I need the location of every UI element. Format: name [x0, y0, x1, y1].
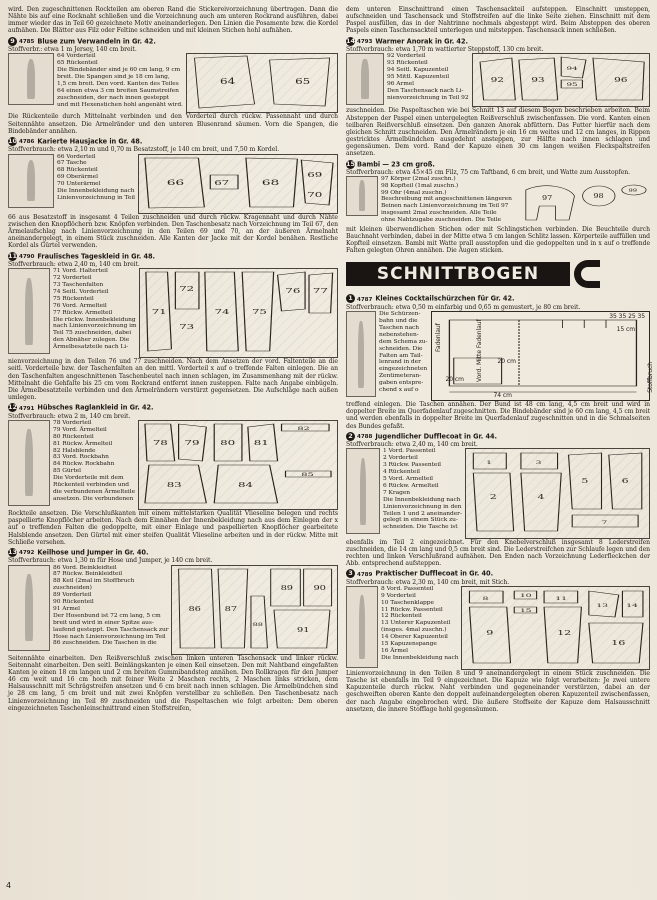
right-column	[346, 6, 654, 714]
model-code: 4791	[19, 405, 35, 412]
parts-line: 1 Vord. Passenteil	[383, 448, 436, 455]
parts-line: ansetzen. Die verbundenen	[53, 495, 134, 502]
parts-line: 99 Ohr (4mal zuschn.)	[381, 189, 447, 196]
bambi-illustration	[346, 176, 378, 216]
parts-line: bahn und die	[379, 318, 418, 325]
pattern-diagram	[171, 565, 338, 655]
section-1	[346, 294, 654, 430]
parts-line: nebenstehen-	[379, 331, 419, 338]
parts-line: 66 Vorderteil	[57, 153, 96, 160]
parts-line: Teil 75 zuschneiden, dabei	[53, 330, 132, 337]
parts-line: Die Bindebänder sind je 60 cm lang, 9 cm	[57, 67, 181, 74]
parts-line: 5 Vord. Armelteil	[383, 476, 434, 483]
section-body	[346, 586, 650, 670]
fashion-illustration	[8, 420, 50, 506]
parts-line: Die Innenbekleidung nach	[383, 496, 461, 503]
pattern-label: 74	[215, 309, 230, 317]
section-heading	[8, 137, 338, 147]
pattern-shapes	[139, 155, 337, 211]
parts-line: 73 Taschenfalten	[53, 281, 104, 288]
parts-line: 72 Vorderteil	[53, 275, 92, 282]
section-heading	[346, 160, 650, 169]
pattern-label: 4	[537, 494, 545, 502]
pattern-label: 84	[238, 481, 253, 489]
intro-text-left: wird. Den zugeschnittenen Rockteilen am oberen Rand die Stickereivorzeichnung übertragen. Dann die Nähte bis auf eine Rocknaht schließen und die Vorzeichnung auch am unteren Rockrand ausführen, dabei immer wieder das in Teil 60 gezeichnete Motiv aneinanderlegen. Den Linien die Posamente bzw. die Kordel aufnähen. Die Blätter aus Filz oder Feltine schneiden und mit kleinen Stichen hohl aufnähen.	[8, 6, 338, 35]
fabric-requirement: Stoffverbrauch: etwa 2,40 m, 140 cm breit.	[346, 441, 478, 449]
pattern-label: 72	[179, 286, 195, 294]
pattern-label: 94	[566, 65, 578, 72]
model-code: 4787	[357, 296, 373, 303]
parts-line: dem Schema zu-	[379, 338, 428, 345]
section-heading	[8, 403, 338, 413]
parts-line: den Abnäher zulegen. Die	[53, 337, 130, 344]
pattern-label: 64	[219, 78, 236, 87]
pattern-label: 68	[261, 178, 280, 187]
parts-line: 85 Gürtel	[53, 468, 81, 475]
pattern-label: 87	[225, 604, 238, 612]
pattern-label: 12	[557, 630, 572, 637]
section-body	[346, 176, 650, 226]
parts-line: Beinen nach Linienvorzeichnung im Teil 97	[381, 203, 509, 210]
section-title: Hübsches Raglankleid in Gr. 42.	[37, 403, 154, 412]
pattern-shapes	[462, 587, 649, 667]
width-label: 20 cm	[497, 358, 516, 366]
parts-line: 1,5 cm breit. Den vord. Kanten des Teiles	[57, 80, 179, 87]
pattern-label: 88	[253, 621, 264, 627]
section-number-badge: 9	[8, 37, 17, 46]
section-number-badge: 14	[346, 36, 355, 45]
pattern-label: 10	[520, 592, 532, 599]
parts-list	[57, 154, 135, 214]
section-title: Bambi — 23 cm groß.	[357, 160, 435, 169]
pattern-diagram	[138, 154, 338, 214]
section-body	[346, 448, 650, 538]
pattern-label: 9	[486, 630, 494, 637]
pattern-shapes	[172, 566, 337, 652]
pattern-label: 92	[490, 77, 504, 85]
pattern-label: 89	[281, 583, 294, 591]
section-heading	[8, 252, 338, 262]
parts-line: die verbundenen Ärmelteile	[53, 488, 136, 495]
parts-line: nienvorzeichnung in Teil 92	[387, 94, 469, 101]
top-measurements: 35 35 25 35	[609, 313, 645, 321]
parts-line: laufend gesteppt. Den Taschensack zur	[53, 626, 169, 633]
section-13	[8, 548, 338, 712]
parts-list	[53, 268, 136, 358]
parts-line: 77 Rückw. Armelteil	[53, 309, 113, 316]
section-body	[8, 268, 338, 358]
pattern-label: 96	[613, 77, 627, 85]
pattern-shapes	[473, 54, 649, 104]
parts-line: 4 Rückenteil	[383, 469, 421, 476]
pattern-label: 93	[530, 77, 545, 85]
section-heading	[346, 569, 650, 579]
section-number-badge: 3	[346, 569, 355, 578]
parts-line: 90 Rückenteil	[53, 599, 94, 606]
pattern-label: 90	[313, 583, 327, 591]
parts-line: 93 Rückenteil	[387, 60, 428, 67]
parts-list	[381, 586, 458, 670]
model-code: 4792	[19, 550, 35, 557]
parts-line: nach Linienvorzeichnung im	[53, 323, 137, 330]
parts-line: Linienvorzeichnung in Teil	[57, 195, 136, 201]
parts-line: eingezeichneten	[379, 366, 428, 373]
section-instructions: zuschneiden. Die Paspeltaschen wie bei Schnitt 13 auf diesem Bogen beschrieben arbeiten. Beim Absteppen der Paspel einen untergelegten Reißverschluß zwischenfassen. Die vord. Kanten einen teilbaren Reißverschluß einsetzen. Den ganzen Anorak abfüttern. Das Futter hierfür nach dem gleichen Schnitt zuschneiden. Den Ärmelrändern je ein 16 cm weites und 12 cm langes, in Rippen gestricktes Ärmelbündchen ausgedehnt ansteppen, zur Hälfte nach innen schlagen und gegensäumen. Dem vord. Rand der Kapuze einen 30 cm langen weißen Fleckspaltstreifen ansetzen.	[346, 107, 650, 158]
section-body	[8, 154, 338, 214]
parts-line: 8 Vord. Passenteil	[381, 585, 434, 592]
parts-line: Hose nach Linienvorzeichnung im Teil	[53, 633, 166, 640]
parts-line: 83 Vord. Rockbahn	[53, 454, 109, 461]
parts-line: Falten am Tail-	[379, 352, 423, 359]
pattern-label: 91	[297, 625, 310, 633]
section-title: Praktischer Dufflecoat in Gr. 40.	[375, 569, 494, 578]
pattern-label: 15	[520, 607, 532, 614]
parts-line: Die Vorderteile mit dem	[53, 475, 124, 482]
parts-list	[381, 176, 512, 226]
parts-line: Rückenteil verbinden und	[53, 482, 130, 489]
parts-line: 98 Kopfteil (1mal zuschn.)	[381, 182, 459, 189]
parts-line: Zentimeteran-	[379, 373, 422, 380]
fashion-illustration	[8, 154, 54, 208]
section-instructions: 66 aus Besatzstoff in insgesamt 4 Teilen zuschneiden und durch rückw. Kragennaht und durch Nähte zwischen den Knopflöchern bzw. Knöpfen verbinden. Den Taschenbesatz nach Vorzeichnung im Teil 67, den Ärmelaufschlag nach Linienvorzeichnung in den Teilen 69 und 70, an der äußeren Ärmelnaht aneinandergelegt, in einem Stück zuschneiden. Alle Kanten der Jacke mit der Kordel benähen. Restliche Kordel als Gürtel verwenden.	[8, 213, 338, 250]
section-title: Kleines Cocktailschürzchen für Gr. 42.	[375, 294, 515, 303]
fabric-requirement: Stoffverbrauch: etwa 0,50 m einfarbig und 0,65 m gemustert, je 80 cm breit.	[346, 303, 581, 311]
pattern-label: 83	[166, 481, 182, 489]
section-14	[346, 37, 650, 158]
section-title: Karierte Hausjacke in Gr. 48.	[37, 137, 143, 146]
fashion-illustration	[8, 53, 54, 105]
pocket-label: 20 cm	[445, 376, 464, 384]
parts-line: 69 Oberärmel	[57, 174, 98, 181]
pattern-label: 86	[188, 604, 202, 612]
section-heading	[346, 432, 650, 442]
banner-title: SCHNITTBOGEN	[346, 262, 570, 286]
parts-list	[379, 311, 428, 401]
fabric-requirement: Stoffverbrauch: etwa 2 m, 140 cm breit.	[8, 412, 131, 420]
parts-list	[57, 53, 183, 113]
parts-line: Die Schürzen-	[379, 311, 421, 318]
pattern-label: 7	[601, 519, 608, 526]
pattern-label: 78	[152, 439, 168, 447]
pattern-label: 98	[593, 191, 604, 200]
parts-line: 15 Kapuzenspange	[381, 641, 437, 648]
left-column	[8, 6, 338, 713]
parts-line: 87 Rückw. Beinkleidteil	[53, 571, 123, 578]
section-9	[8, 37, 338, 135]
section-10	[8, 137, 338, 250]
parts-list	[53, 420, 135, 510]
pattern-label: 5	[581, 478, 589, 486]
parts-line: und mit Hexenstichen hohl angenäht wird.	[57, 101, 183, 108]
fabric-requirement: Stoffverbrauch: etwa 2,30 m, 140 cm breit, mit Stich.	[346, 578, 510, 586]
pattern-label: 81	[253, 439, 269, 447]
pattern-diagram	[186, 53, 338, 113]
section-instructions: Seitennähte einarbeiten. Den Reißverschluß zwischen linken unteren Taschensack und linker rückw. Seitennaht einarbeiten. Den seitl. Beinlängskanten je einen Keil einsetzen. Den mit Nahtband eingefaßten Kanten je einen 18 cm langen und 2 cm breiten Gummibandsteg annähen. Den Rollkragen für den Jumper 46 cm weit und 16 cm hoch mit feiner Weite 2 Maschen rechts, 2 Maschen links stricken, dem Halsausschnitt mit Schrägstreifen ansetzen und 6 cm breit nach innen schlagen. Die Ärmelbündchen sind je 28 cm lang, 5 cm breit und mit zwei Knöpfen verstellbar zu schließen. Den Taschenbesatz nach Linienvorzeichnung im Teil 89 zuschneiden und die Paspeltaschen wie folgt arbeiten: Dem oberen eingezeichneten Taschenleinschnittrand einen Stoffstreifen,	[8, 654, 338, 712]
model-code: 4789	[357, 571, 373, 578]
pattern-label: 95	[566, 81, 578, 88]
section-11	[8, 252, 338, 402]
parts-line: 96 Armel	[387, 80, 414, 87]
parts-list	[387, 53, 469, 107]
parts-line: Teilen 1 und 2 aneinander-	[383, 510, 462, 517]
parts-line: 76 Vord. Armelteil	[53, 302, 107, 309]
parts-line: gelegt in einem Stück zu-	[383, 517, 458, 524]
banner-hook-shape	[574, 260, 600, 288]
parts-line: insgesamt 2mal zuschneiden. Alle Teile	[381, 210, 497, 217]
intro-text-right: dem unteren Einschnittrand einen Taschensackteil aufsteppen. Einschnitt umsteppen, aufschneiden und Taschensack und Stoffstreifen auf die linke Seite ziehen. Einschnitt mit dem Paspel ausfüllen, das in der Nahtrinne nochmals abgesteppt wird. Beim Absteppen des oberen Paspels einen Taschensackteil unterlegen und mitsteppen. Taschensack innen schließen.	[346, 6, 650, 35]
pattern-shapes	[187, 54, 337, 110]
section-instructions: treffend einlegen. Die Taschen annähen. Der Bund ist 48 cm lang, 4,5 cm breit und wird in doppelter Breite im Querfadenlauf zugeschnitten. Die Bindebänder sind je 60 cm lang, 4,5 cm breit und werden ebenfalls in doppelter Breite im Querfadenlauf zugeschnitten und in die Schmalseiten des Bundes gefaßt.	[346, 401, 650, 430]
pattern-diagram	[139, 268, 338, 358]
section-number-badge: 11	[8, 251, 17, 260]
fabric-requirement: Stoffverbrauch: etwa 2,10 m und 0,70 m Besatzstoff, je 140 cm breit, und 7,50 m Kordel.	[8, 146, 280, 154]
parts-line: 84 Rückw. Rockbahn	[53, 461, 115, 468]
pattern-label: 70	[307, 191, 323, 199]
parts-line: Taschen nach	[379, 324, 420, 331]
parts-line: Die Innenbekleidung nach	[57, 188, 135, 195]
parts-line: zuschneiden)	[53, 585, 92, 592]
fashion-illustration	[8, 565, 50, 651]
parts-line: breit und wird in einer Spitze aus-	[53, 619, 154, 626]
parts-list	[383, 448, 462, 538]
pattern-label: 73	[179, 324, 195, 332]
fashion-illustration	[346, 311, 376, 397]
parts-line: schneiden. Die Tasche ist	[383, 524, 458, 531]
pattern-label: 79	[184, 439, 200, 447]
parts-line: gaben entspre-	[379, 380, 424, 387]
pattern-label: 97	[541, 193, 553, 202]
pattern-label: 82	[297, 425, 310, 432]
parts-line: 9 Vorderteil	[381, 592, 416, 599]
parts-line: 79 Vord. Ärmelteil	[53, 426, 107, 433]
parts-line: Ärmelbesatzteile nach Li-	[53, 344, 129, 351]
parts-line: ohne Nahtzugabe zuschneiden. Die Teile	[381, 217, 501, 224]
parts-line: Der Hosenbund ist 72 cm lang, 5 cm	[53, 612, 161, 619]
fabric-requirement: Stoffverbrauch: etwa 1,30 m für Hose und Jumper, je 140 cm breit.	[8, 557, 213, 565]
page-number: 4	[6, 881, 12, 890]
parts-list	[53, 565, 168, 655]
parts-line: 86 Vord. Beinkleidteil	[53, 564, 117, 571]
parts-line: 16 Ärmel	[381, 648, 408, 654]
pattern-shapes	[466, 449, 649, 535]
side-measure-label: 15 cm	[616, 326, 635, 334]
pattern-label: 76	[285, 288, 301, 296]
grain-label: Fadenlauf	[434, 323, 442, 353]
parts-line: 82 Halsblende	[53, 447, 96, 454]
section-heading	[8, 548, 338, 558]
fold-label: Stoffbruch	[647, 362, 654, 393]
section-instructions: Die Rückenteile durch Mittelnaht verbinden und den Vorderteil durch rückw. Passennaht und durch Seitennähte ansetzen. Die Armelränder und den unteren Blusenrand säumen. Vorn die Spangen, die Bindebänder annähen.	[8, 113, 338, 135]
parts-line: schneiden. Die	[379, 345, 423, 352]
fashion-illustration	[346, 586, 378, 668]
parts-line: 95 Mittl. Kapuzenteil	[387, 74, 450, 80]
parts-line: 67 Tasche	[57, 160, 87, 167]
parts-line: Den Taschensack nach Li-	[387, 87, 464, 94]
fabric-requirement: Stoffverbr.: etwa 1 m Jersey, 140 cm breit.	[8, 46, 137, 54]
pattern-shapes	[140, 269, 337, 355]
fabric-requirement: Stoffverbrauch: etwa 2,40 m, 140 cm breit.	[8, 261, 140, 268]
section-body	[8, 565, 338, 655]
parts-line: 80 Rückenteil	[53, 433, 94, 440]
pattern-diagram	[515, 176, 650, 226]
pattern-diagram	[461, 586, 650, 670]
parts-line: 12 Rückenteil	[381, 613, 422, 620]
section-number-badge: 2	[346, 432, 355, 441]
pattern-label: 65	[294, 78, 311, 87]
model-code: 4790	[19, 254, 35, 260]
section-2	[346, 432, 650, 567]
pattern-label: 71	[152, 309, 168, 317]
section-instructions: ebenfalls im Teil 2 eingezeichnet. Für den Knebelverschluß insgesamt 8 Lederstreifen zuschneiden, die 14 cm lang und 0,5 cm breit sind. Die Lederstreifchen zur Schlaufe legen und den rechten und linken Verschlußrand aufnähen. Den Enden nach Vorzeichnung Lederfleckchen der Abb. entsprechend aufsteppen.	[346, 538, 650, 568]
length-label: 74 cm	[493, 391, 512, 399]
parts-line: Die Innenbekleidung nach	[381, 654, 459, 661]
model-code: 4786	[19, 139, 35, 146]
section-number-badge: 12	[8, 403, 17, 412]
fabric-requirement: Stoffverbrauch: etwa 1,70 m wattierter Steppstoff, 130 cm breit.	[346, 46, 544, 54]
section-body	[346, 53, 650, 107]
pattern-label: 77	[313, 288, 329, 296]
section-instructions: mit kleinen überwendlichen Stichen oder mit Schlingstichen verbinden. Die Beuchteile durch Bauchnaht verbinden, dabei in der Mitte etwa 5 cm langen Schlitz lassen. Körperteile auffüllen und Kopfteil einsetzen. Bambi mit Watte prall ausstopfen und die gedoppelten und in x auf o treffende Falten gelegten Ohren annähen. Die Augen sticken.	[346, 225, 651, 255]
model-code: 4785	[19, 39, 35, 46]
model-code: 4788	[357, 434, 373, 441]
pattern-diagram	[138, 420, 338, 510]
pattern-label: 85	[301, 471, 314, 478]
parts-line: 2 Vorderteil	[383, 455, 418, 462]
parts-line: 94 Seitl. Kapuzenteil	[387, 67, 449, 74]
section-title: Bluse zum Verwandeln in Gr. 42.	[37, 37, 156, 46]
pattern-shapes	[515, 176, 650, 224]
parts-line: 10 Taschenklappe	[381, 599, 434, 606]
section-number-badge: 13	[8, 547, 17, 556]
parts-line: 81 Rückw. Ärmelteil	[53, 440, 113, 447]
parts-line: 89 Vorderteil	[53, 592, 92, 599]
fashion-illustration	[8, 268, 50, 354]
section-number-badge: 1	[346, 294, 355, 303]
section-title: Warmer Anorak in Gr. 42.	[375, 37, 468, 46]
pattern-label: 8	[482, 595, 489, 602]
center-front-label: Vord. Mitte Fadenlauf	[475, 319, 483, 383]
parts-line: 11 Rückw. Passenteil	[381, 606, 443, 613]
section-number-badge: 10	[8, 136, 17, 145]
parts-line: 65 Rückenteil	[57, 60, 98, 67]
pattern-label: 69	[307, 171, 323, 179]
pattern-label: 14	[626, 602, 639, 609]
pattern-diagram	[472, 53, 650, 107]
pattern-label: 16	[611, 640, 626, 647]
section-body	[8, 420, 338, 510]
parts-line: 74 Seitl. Vorderteil	[53, 288, 109, 295]
pattern-label: 99	[628, 187, 637, 194]
pattern-label: 6	[621, 478, 629, 486]
parts-line: 71 Vord. Halterteil	[53, 268, 108, 275]
pattern-label: 11	[555, 595, 568, 602]
parts-line: 64 Vorderteil	[57, 53, 96, 60]
parts-line: 7 Kragen	[383, 489, 410, 496]
parts-line: 86 zuschneiden. Die Taschen in die	[53, 640, 157, 647]
parts-line: Linienvorzeichnung in den	[383, 503, 462, 510]
parts-line: lenrand in der	[379, 359, 421, 366]
parts-line: zuschneiden, der nach innen gesteppt	[57, 94, 170, 101]
parts-line: 64 einen etwa 3 cm breiten Saumstreifen	[57, 87, 179, 94]
parts-line: 78 Vorderteil	[53, 419, 92, 426]
parts-line: 70 Unterärmel	[57, 181, 101, 188]
parts-line: Die rückw. Innenbekleidung	[53, 316, 136, 323]
parts-line: 92 Vorderteil	[387, 53, 426, 60]
pattern-diagram	[465, 448, 650, 538]
section-3	[346, 569, 650, 713]
pattern-label: 80	[220, 439, 236, 447]
parts-line: breit. Die Spangen sind je 18 cm lang,	[57, 74, 170, 80]
parts-line: 68 Rückenteil	[57, 167, 98, 174]
fabric-requirement: Stoffverbrauch: etwa 45×45 cm Filz, 75 cm Taftband, 6 cm breit, und Watte zum Ausstopfen.	[346, 168, 631, 176]
section-12	[8, 403, 338, 546]
pattern-label: 3	[535, 459, 542, 466]
section-heading	[346, 37, 650, 47]
section-title: Jugendlicher Dufflecoat in Gr. 44.	[375, 432, 497, 441]
parts-line: chend x auf o	[379, 387, 419, 394]
section-instructions: Rockteile ansetzen. Die Verschlußkanten mit einem mittelstarken Qualität Vlieseline belegen und rechts paspellierte Knopflöcher arbeiten. Nach dem Einnähen der Innenbekleidung nach aus dem Einlegen der x auf o treffenden Falten die gedoppelte, mit einer Einlage und paspellierten Knopflöcher gearbeitete Halsblende ansetzen. Den Gürtel mit einer steifen Qualität Vlieseline arbeiten und in der rückw. Mitte mit Schließe versehen.	[8, 510, 338, 546]
pattern-shapes	[139, 421, 337, 507]
section-heading	[346, 294, 650, 304]
parts-line: 3 Rückw. Passenteil	[383, 462, 442, 469]
section-body	[346, 311, 654, 401]
parts-line: 91 Armel	[53, 605, 80, 612]
pattern-label: 1	[486, 459, 492, 466]
pattern-label: 75	[252, 309, 268, 317]
section-number-badge: 15	[346, 159, 355, 168]
parts-line: (insges. 4mal zuschn.)	[381, 627, 447, 634]
section-15	[346, 160, 650, 255]
parts-line: Beschreibung mit angeschnittenen längeren	[381, 196, 512, 203]
pattern-label: 67	[214, 179, 230, 187]
section-title: Keilhose und Jumper in Gr. 40.	[37, 548, 149, 557]
section-instructions: nienvorzeichnung in den Teilen 76 und 77 zuschneiden. Nach dem Ansetzen der vord. Faltenteile an die seitl. Vorderteile bzw. der Taschenfalten an den mittl. Vorderteil x auf o treffende Falten einlegen. Die an den Taschenfalten angeschnittenen Taschenbeutel nach innen schlagen, im Zusammenhang mit der rückw. Mittelnaht die Gehfalte bis 25 cm vom Rockrand entfernt innen zusteppen. Falte nach Angabe einbügeln. Die Ärmelbesatzteile verbinden und den Ärmelrändern verstürzt gegensetzen. Die Aufschläge nach außen umlegen.	[8, 358, 338, 402]
pattern-label: 2	[489, 494, 497, 502]
section-heading	[8, 37, 338, 47]
parts-line: 13 Unterer Kapuzenteil	[381, 620, 451, 627]
schnittbogen-banner	[346, 260, 650, 290]
section-body	[8, 53, 338, 113]
pattern-label: 66	[166, 178, 185, 187]
apron-diagram-lines	[432, 312, 650, 400]
apron-cutting-diagram	[431, 311, 654, 401]
parts-line: 14 Oberer Kapuzenteil	[381, 634, 448, 641]
section-instructions: Linienvorzeichnung in den Teilen 8 und 9 aneinandergelegt in einem Stück zuschneiden. Die Tasche ist ebenfalls im Teil 9 eingezeichnet. Die Kapuze wie folgt verarbeiten: Je zwei untere Kapuzenteile durch rückw. Naht verbinden und gegeneinander verstürzen, dabei an der geschweiften oberen Kante den doppelt aufeinandergelegten oberen Kapuzenteil zwischenfassen, der nach Angabe eingebrochen wird. Die äußere Stoffseite der Kapuze dem Halsausschnitt ansetzen, die innere Stofflage hohl gegensäumen.	[346, 670, 650, 713]
model-code: 4793	[357, 39, 373, 46]
pattern-label: 13	[596, 602, 609, 609]
fashion-illustration	[346, 448, 380, 534]
parts-line: 97 Körper (2mal zuschn.)	[381, 175, 456, 182]
fashion-illustration	[346, 53, 384, 105]
section-title: Fraulisches Tageskleid in Gr. 48.	[37, 252, 156, 260]
parts-line: 6 Rückw. Armelteil	[383, 482, 439, 489]
parts-line: 75 Rückenteil	[53, 295, 94, 302]
parts-line: 88 Keil (2mal im Stoffbruch	[53, 578, 135, 585]
